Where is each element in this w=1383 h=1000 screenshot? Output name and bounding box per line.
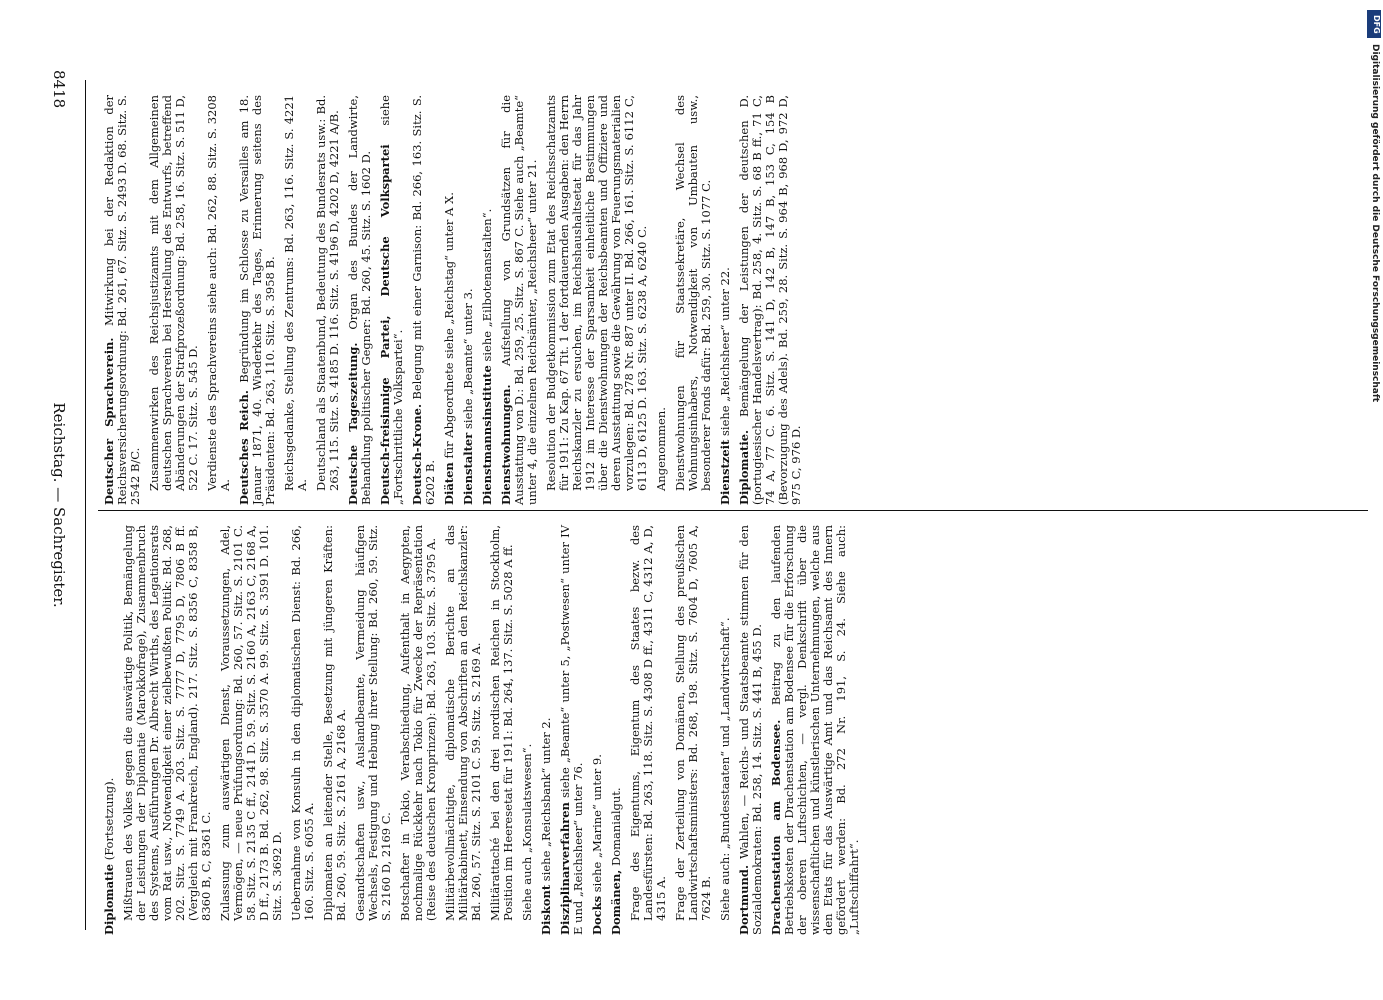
entry-text: Militärattaché bei den drei nordischen Reichen in Stockholm, Position im Heeresetat für 1911: Bd. 264, 137. Sitz. S. 5028 A ff. [488,525,515,921]
entry-headword: Dienstzeit [718,439,732,505]
register-entry [545,95,649,505]
entry-text: für Abgeordnete siehe „Reichstag“ unter A X. [442,192,456,459]
entry-text: Angenommen. [654,407,668,491]
register-entry [148,95,200,505]
register-entry [521,525,534,935]
register-entry [610,525,623,935]
register-entry [738,525,764,935]
entry-text: Uebernahme von Konsuln in den diplomatischen Dienst: Bd. 266, 160. Sitz. S. 6055 A. [289,525,316,921]
entry-headword: Deutsche Tageszeitung. [346,342,360,505]
entry-text: Aufstellung von Grundsätzen für die Ausstattung von D.: Bd. 259, 25. Sitz. S. 867 C. Siehe auch „Beamte“ unter 4, die einzelnen Reichsämter, „Reichsheer“ unter 21. [499,94,539,505]
entry-text: siehe „Beamte“ unter 3. [461,288,475,430]
register-entry [540,525,553,935]
column-divider [98,510,1368,511]
register-entry [347,95,373,505]
entry-headword: Dienstmannsinstitute [480,365,494,505]
entry-text: Siehe auch „Konsulatswesen“. [520,743,534,921]
register-entry [629,525,668,935]
entry-text: siehe „Eilbotenanstalten“. [480,208,494,362]
register-entry [559,525,585,935]
register-entry [322,525,348,935]
register-entry [489,525,515,935]
register-entry [411,95,437,505]
entry-text: Verdienste des Sprachvereins siehe auch: Bd. 262, 88. Sitz. S. 3208 A. [205,95,232,491]
entry-headword: Dienstwohnungen. [499,384,513,505]
right-column [103,525,1383,935]
entry-headword: Diskont [539,884,553,935]
entry-text: Resolution der Budgetkommission zum Etat des Reichsschatzamts für 1911: Zu Kap. 67 Tit. 1 der fortdauernden Ausgaben: den Herrn Reichskanzler zu ersuchen, im Reichshaushaltsetat für das Jahr 1912 im Interesse der Sparsamkeit einheitliche Bestimmungen über die Dienstwohnungen der Reichsbeamten und Offiziere und deren Ausstattung sowie die Gewährung von Feuerungsmaterialien vorzulegen: Bd. 278 Nr. 887 unter II. Bd. 266, 161. Sitz. S. 6112 C, 6113 D, 6125 D. 163. Sitz. S. 6238 A, 6240 C. [544,95,649,491]
entry-headword: Deutsch-freisinnige Partei, Deutsche Volkspartei [378,144,392,505]
entry-text: siehe „Fortschrittliche Volkspartei“. [378,95,405,505]
entry-text: Belegung mit einer Garnison: Bd. 266, 163. Sitz. S. 6202 B. [410,94,437,505]
entry-text: siehe „Marine“ unter 9. [590,754,604,893]
register-entry [379,95,405,505]
entry-text: Beitrag zu den laufenden Betriebskosten der Drachenstation am Bodensee für die Erforschung der oberen Luftschichten, — vergl. Denkschrift über die wissenschaftlichen und künstlerischen Unternehmungen, welche aus den Etats für das Auswärtige Amt und das Reichsamt des Innern gefördert werden: Bd. 272 Nr. 191, S. 24. Siehe auch: „Luftschiffahrt“. [769,524,861,935]
entry-headword: Dienstalter [461,432,475,505]
register-entry [481,95,494,505]
entry-text: Botschafter in Tokio, Verabschiedung, Aufenthalt in Aegypten, nochmalige Rückkehr nach Tokio für Zwecke der Repräsentation (Reise des deutschen Kronprinzen): Bd. 263, 103. Sitz. S. 3795 A. [398,525,438,921]
entry-text: siehe „Beamte“ unter 5, „Postwesen“ unter IV E und „Reichsheer“ unter 76. [558,525,585,935]
register-entry [444,525,483,935]
register-entry [674,525,713,935]
register-entry [443,95,456,505]
register-entry [103,95,142,505]
register-entry [238,95,277,505]
entry-text: Organ des Bundes der Landwirte, Behandlung politischer Gegner: Bd. 260, 45. Sitz. S. 1602 D. [346,95,373,505]
entry-headword: Dortmund. [737,865,751,935]
register-entry [738,95,803,505]
digitization-note: Digitalisierung gefördert durch die Deutsche Forschungsgemeinschaft [1370,44,1380,403]
register-entry [719,95,732,505]
entry-text: Militärbevollmächtigte, diplomatische Berichte an das Militärkabinett, Einsendung von Abschriften an den Reichskanzler: Bd. 260, 57. Sitz. S. 2101 C. 59. Sitz. S. 2169 A. [443,525,483,921]
entry-text: Siehe auch: „Bundesstaaten“ und „Landwirtschaft“. [718,617,732,921]
register-entry [283,95,309,505]
register-entry [315,95,341,505]
entry-text: Deutschland als Staatenbund, Bedeutung des Bundesrats usw.: Bd. 263, 115. Sitz. S. 4185 D. 116. Sitz. S. 4196 D, 4202 D, 4221 A/B. [314,95,341,491]
register-entry [770,525,861,935]
register-entry [399,525,438,935]
entry-text: Bemängelung der Leistungen der deutschen D. (portugiesischer Handelsvertrag): Bd. 258, 4. Sitz. S. 68 B ff., 71 C, 74 A, 77 C. 6. Sitz. S. 141 D, 142 B, 147 B, 153 C, 154 B (Bevorzugung des Adels). Bd. 259, 28. Sitz. S. 964 B, 968 D, 972 D, 975 C, 976 D. [737,95,803,505]
page-number: 8418 [50,70,68,109]
entry-text: siehe „Reichsbank“ unter 2. [539,717,553,882]
page-header [45,70,68,940]
entry-text: Gesandtschaften usw., Auslandbeamte, Vermeidung häufigen Wechsels, Festigung und Hebung ihrer Stellung: Bd. 260, 59. Sitz. S. 2160 D, 2169 C. [353,525,393,921]
entry-headword: Drachenstation am Bodensee. [769,719,783,935]
entry-text: Mitwirkung bei der Redaktion der Reichsversicherungsordnung: Bd. 261, 67. Sitz. S. 2493 D. 68. Sitz. S. 2542 B/C. [102,95,142,505]
register-entry [500,95,539,505]
entry-text: Diplomaten an leitender Stelle, Besetzung mit jüngeren Kräften: Bd. 260, 59. Sitz. S. 2161 A, 2168 A. [321,525,348,921]
entry-text: Mißtrauen des Volkes gegen die auswärtige Politik, Bemängelung der Leistungen der Diplomatie (Marokkofrage), Zusammenbruch des Systems, Ausführungen Dr. Albrecht Wirths, des Legationsrats vom Rat usw., Notwendigkeit einer zielbewußten Politik: Bd. 268, 202. Sitz. S. 7749 A. 203. Sitz. S. 7777 D, 7795 D, 7806 B ff. (Vergleich mit Frankreich, England). 217. Sitz. S. 8356 C, 8358 B, 8360 B, C, 8361 C. [121,525,213,921]
entry-headword: Disziplinarverfahren [558,802,572,935]
left-column [103,95,1383,505]
header-rule [85,80,86,930]
page-title: Reichstag. — Sachregister. [50,402,68,608]
register-entry [719,525,732,935]
dfg-stamp [1367,10,1381,990]
entry-text: Frage der Zerteilung von Domänen, Stellung des preußischen Landwirtschaftsministers: Bd. 268, 198. Sitz. S. 7604 D, 7605 A, 7624 B. [673,525,713,921]
entry-text: Wahlen, — Reichs- und Staatsbeamte stimmen für den Sozialdemokraten: Bd. 258, 14. Sitz. S. 441 B, 455 D. [737,524,764,935]
entry-text: Zusammenwirken des Reichsjustizamts mit dem Allgemeinen deutschen Sprachverein bei Herstellung des Entwurfs, betreffend Abänderungen der Strafprozeßordnung: Bd. 258, 16. Sitz. S. 511 D, 522 C. 17. Sitz. S. 545 D. [147,94,200,491]
entry-text: siehe „Reichsheer“ unter 22. [718,267,732,436]
register-entry [462,95,475,505]
register-entry [122,525,213,935]
entry-text: Frage des Eigentums, Eigentum des Staates bezw. des Landesfürsten: Bd. 263, 118. Sitz. S. 4308 D ff., 4311 C, 4312 A, D, 4315 A. [628,525,668,921]
register-entry [674,95,713,505]
register-entry [219,525,284,935]
entry-headword: Diplomatie. [737,429,751,505]
register-entry [206,95,232,505]
entry-headword: Deutsch-Krone. [410,404,424,505]
entry-headword: Diplomatie [102,863,116,935]
entry-headword: Deutsches Reich. [237,390,251,505]
entry-headword: Deutscher Sprachverein. [102,337,116,505]
register-entry [591,525,604,935]
entry-text: Zulassung zum auswärtigen Dienst, Voraussetzungen, Adel, Vermögen, — neue Prüfungsordnung: Bd. 260, 57. Sitz. S. 2101 C. 58. Sitz. S. 2135 C ff., 2141 D. 59. Sitz. S. 2160 A, 2163 C, 2168 A, D ff., 2173 B. Bd. 262, 98. Sitz. S. 3570 A. 99. Sitz. S. 3591 D. 101. Sitz. S. 3692 D. [218,525,284,921]
entry-text: Reichsgedanke, Stellung des Zentrums: Bd. 263, 116. Sitz. S. 4221 A. [282,95,309,491]
register-entry [290,525,316,935]
register-entry [103,525,116,935]
register-entry [655,95,668,505]
entry-headword: Docks [590,895,604,935]
entry-headword: Domänen, [609,869,623,935]
entry-headword: Diäten [442,462,456,505]
dfg-logo: DFG [1367,10,1381,38]
entry-text: (Fortsetzung). [102,777,116,861]
entry-text: Domanialgut. [609,787,623,867]
entry-text: Dienstwohnungen für Staatssekretäre, Wechsel des Wohnungsinhabers, Notwendigkeit von Umbauten usw., besonderer Fonds dafür: Bd. 259, 30. Sitz. S. 1077 C. [673,95,713,491]
register-entry [354,525,393,935]
entry-text: Begründung im Schlosse zu Versailles am 18. Januar 1871, 40. Wiederkehr des Tages, Erinnerung seitens des Präsidenten: Bd. 263, 110. Sitz. S. 3958 B. [237,94,277,505]
